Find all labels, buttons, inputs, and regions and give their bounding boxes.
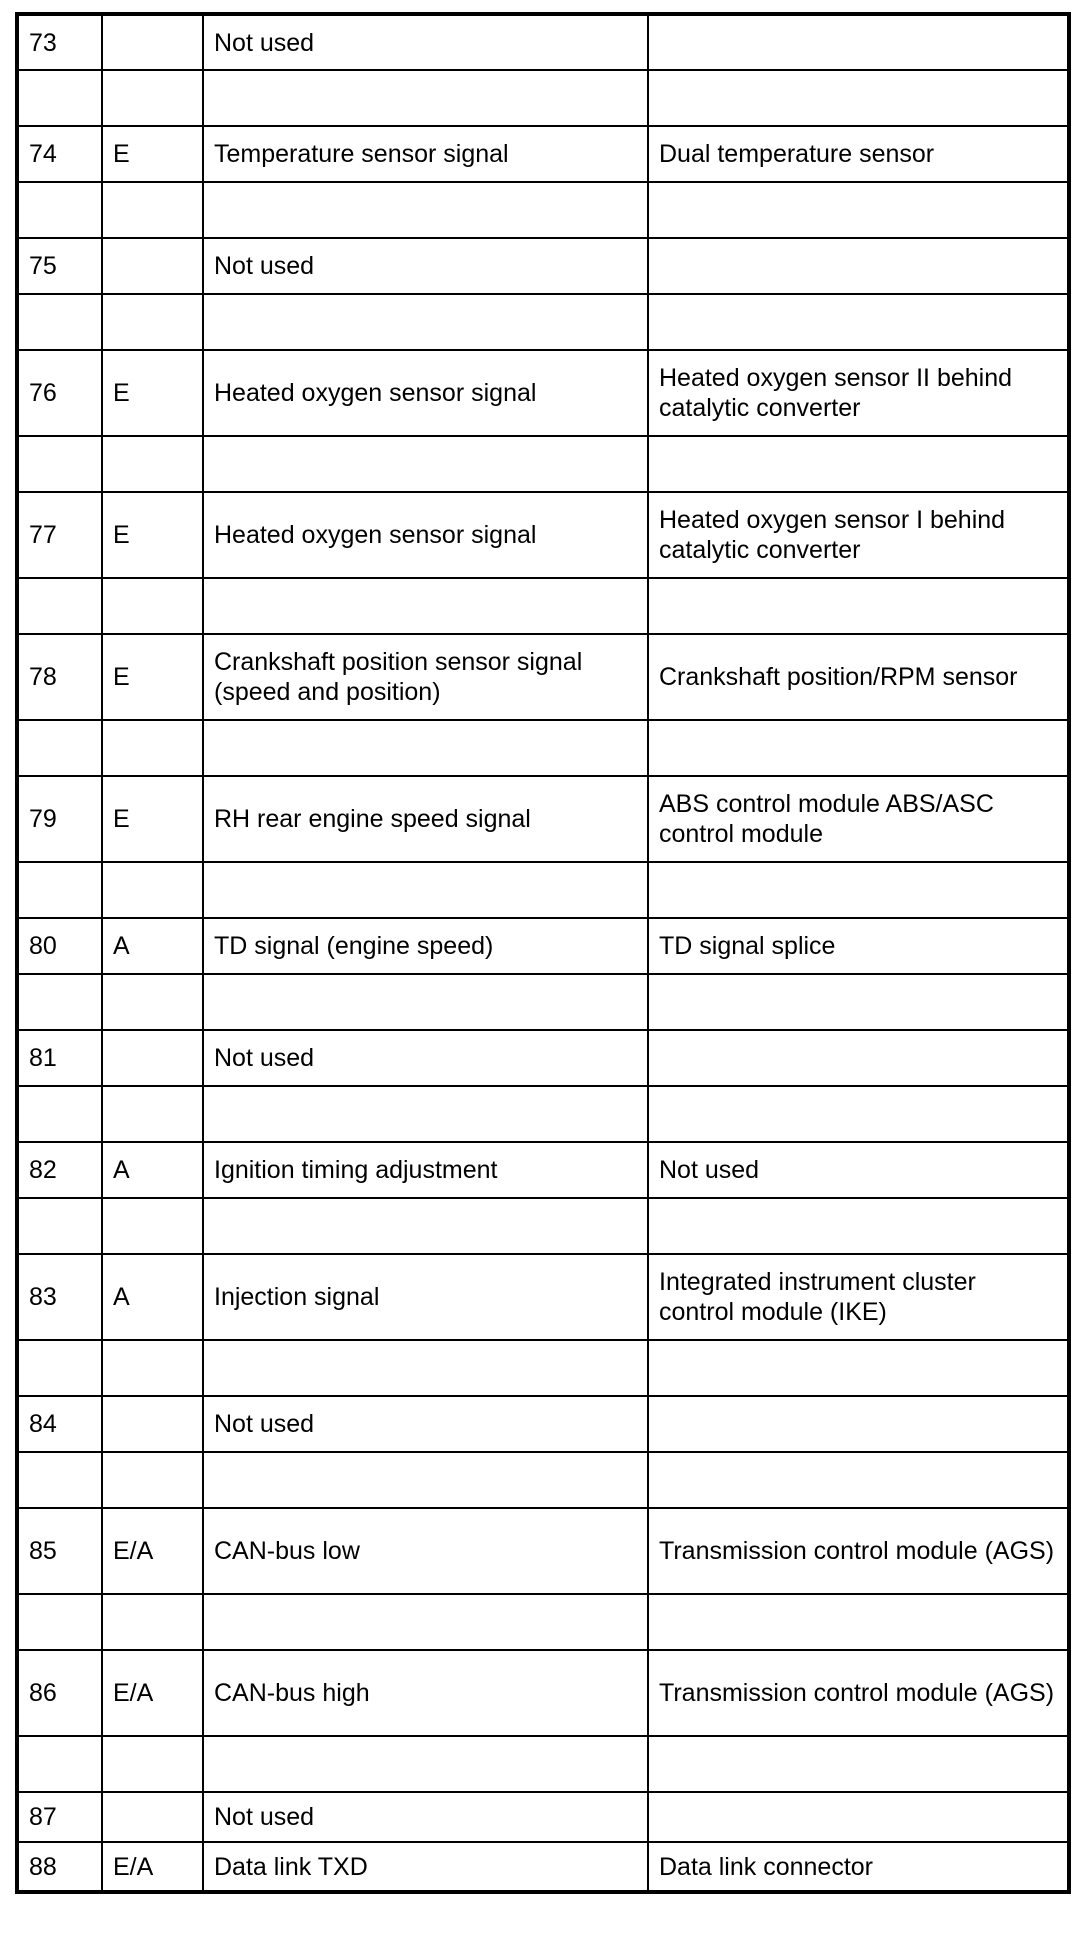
connected-component: [648, 14, 1069, 70]
signal-description: Ignition timing adjustment: [203, 1142, 648, 1198]
signal-type: E: [102, 634, 203, 720]
connected-component: Heated oxygen sensor I behind catalytic converter: [648, 492, 1069, 578]
spacer-row: [17, 862, 1069, 918]
signal-type: E: [102, 350, 203, 436]
pin-number: 81: [17, 1030, 102, 1086]
signal-description: CAN-bus high: [203, 1650, 648, 1736]
signal-description: Not used: [203, 1396, 648, 1452]
signal-description: Not used: [203, 238, 648, 294]
table-row: [17, 14, 1069, 70]
connected-component: [648, 1030, 1069, 1086]
table-row: [17, 1030, 1069, 1086]
spacer-row: [17, 436, 1069, 492]
table-row: [17, 776, 1069, 862]
signal-type: E/A: [102, 1842, 203, 1892]
connected-component: Data link connector: [648, 1842, 1069, 1892]
spacer-row: [17, 974, 1069, 1030]
signal-type: A: [102, 1254, 203, 1340]
table-row: [17, 238, 1069, 294]
signal-type: E: [102, 776, 203, 862]
pin-number: 86: [17, 1650, 102, 1736]
spacer-row: [17, 1198, 1069, 1254]
connected-component: Not used: [648, 1142, 1069, 1198]
connected-component: Transmission control module (AGS): [648, 1508, 1069, 1594]
signal-description: Data link TXD: [203, 1842, 648, 1892]
pin-number: 82: [17, 1142, 102, 1198]
pin-number: 85: [17, 1508, 102, 1594]
signal-description: Crankshaft position sensor signal (speed and position): [203, 634, 648, 720]
pin-assignment-table: [15, 12, 1071, 1894]
pin-number: 84: [17, 1396, 102, 1452]
spacer-row: [17, 720, 1069, 776]
spacer-row: [17, 1736, 1069, 1792]
signal-type: E/A: [102, 1650, 203, 1736]
pin-number: 87: [17, 1792, 102, 1842]
signal-description: Not used: [203, 1792, 648, 1842]
signal-type: [102, 1792, 203, 1842]
signal-description: TD signal (engine speed): [203, 918, 648, 974]
connected-component: [648, 1396, 1069, 1452]
signal-description: Heated oxygen sensor signal: [203, 492, 648, 578]
spacer-row: [17, 1452, 1069, 1508]
spacer-row: [17, 70, 1069, 126]
connected-component: TD signal splice: [648, 918, 1069, 974]
connected-component: [648, 238, 1069, 294]
spacer-row: [17, 578, 1069, 634]
table-row: [17, 126, 1069, 182]
signal-description: CAN-bus low: [203, 1508, 648, 1594]
pin-number: 76: [17, 350, 102, 436]
table-row: [17, 1254, 1069, 1340]
connected-component: Crankshaft position/RPM sensor: [648, 634, 1069, 720]
pin-number: 75: [17, 238, 102, 294]
signal-type: E/A: [102, 1508, 203, 1594]
connected-component: Integrated instrument cluster control module (IKE): [648, 1254, 1069, 1340]
pin-number: 73: [17, 14, 102, 70]
spacer-row: [17, 1594, 1069, 1650]
signal-description: RH rear engine speed signal: [203, 776, 648, 862]
table-row: [17, 634, 1069, 720]
connected-component: [648, 1792, 1069, 1842]
signal-type: E: [102, 126, 203, 182]
spacer-row: [17, 1086, 1069, 1142]
table-row: [17, 1396, 1069, 1452]
table-row: [17, 1792, 1069, 1842]
table-row: [17, 918, 1069, 974]
table-row: [17, 1508, 1069, 1594]
spacer-row: [17, 182, 1069, 238]
signal-type: A: [102, 918, 203, 974]
spacer-row: [17, 1340, 1069, 1396]
signal-description: Injection signal: [203, 1254, 648, 1340]
pin-number: 78: [17, 634, 102, 720]
connected-component: Transmission control module (AGS): [648, 1650, 1069, 1736]
table-row: [17, 350, 1069, 436]
pin-number: 83: [17, 1254, 102, 1340]
signal-description: Heated oxygen sensor signal: [203, 350, 648, 436]
pin-number: 79: [17, 776, 102, 862]
signal-type: [102, 238, 203, 294]
connected-component: Dual temperature sensor: [648, 126, 1069, 182]
signal-description: Not used: [203, 1030, 648, 1086]
pin-number: 74: [17, 126, 102, 182]
connected-component: Heated oxygen sensor II behind catalytic converter: [648, 350, 1069, 436]
pin-number: 88: [17, 1842, 102, 1892]
table-row: [17, 1142, 1069, 1198]
signal-description: Temperature sensor signal: [203, 126, 648, 182]
connected-component: ABS control module ABS/ASC control module: [648, 776, 1069, 862]
pin-number: 80: [17, 918, 102, 974]
pin-number: 77: [17, 492, 102, 578]
signal-description: Not used: [203, 14, 648, 70]
table-row: [17, 1842, 1069, 1892]
table-row: [17, 492, 1069, 578]
signal-type: E: [102, 492, 203, 578]
signal-type: [102, 1396, 203, 1452]
signal-type: [102, 14, 203, 70]
signal-type: [102, 1030, 203, 1086]
spacer-row: [17, 294, 1069, 350]
signal-type: A: [102, 1142, 203, 1198]
table-row: [17, 1650, 1069, 1736]
